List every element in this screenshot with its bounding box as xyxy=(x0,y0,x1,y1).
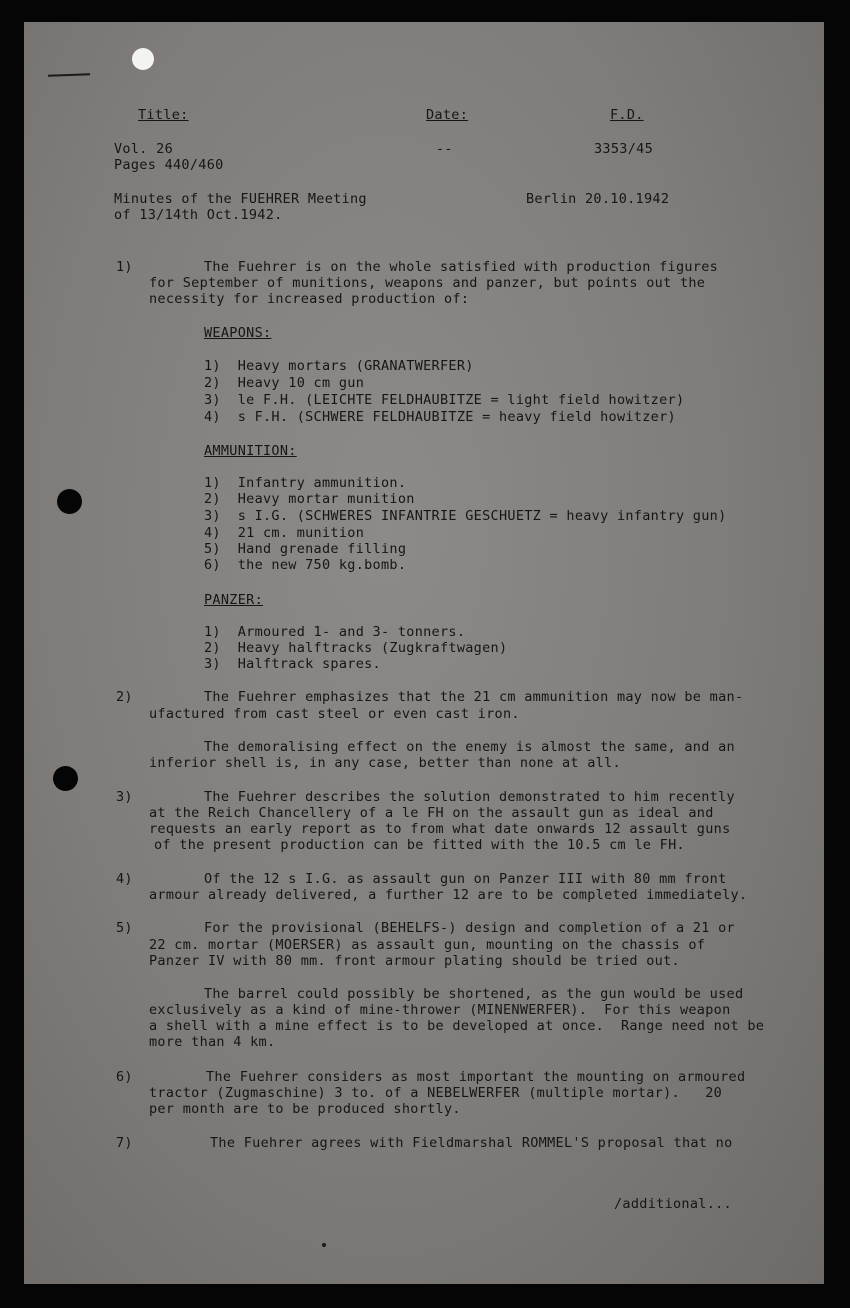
punch-hole-bottom xyxy=(53,766,78,791)
place-date: Berlin 20.10.1942 xyxy=(526,191,670,207)
panzer-item: 1) Armoured 1- and 3- tonners. xyxy=(204,624,466,640)
item-5-line: Panzer IV with 80 mm. front armour plating should be tried out. xyxy=(149,953,680,969)
item-6-line: The Fuehrer considers as most important the mounting on armoured xyxy=(206,1069,746,1085)
punch-hole-top xyxy=(57,489,82,514)
item-3-line: requests an early report as to from what date onwards 12 assault guns xyxy=(149,821,731,837)
weapons-item: 3) le F.H. (LEICHTE FELDHAUBITZE = light field howitzer) xyxy=(204,392,685,408)
item-2-line: inferior shell is, in any case, better than none at all. xyxy=(149,755,621,771)
item-6-line: per month are to be produced shortly. xyxy=(149,1101,461,1117)
item-4-number: 4) xyxy=(116,871,133,887)
item-3-line: at the Reich Chancellery of a le FH on the assault gun as ideal and xyxy=(149,805,714,821)
date-value: -- xyxy=(436,141,453,157)
white-spot xyxy=(132,48,154,70)
pages: Pages 440/460 xyxy=(114,157,224,173)
item-2-line: The Fuehrer emphasizes that the 21 cm ammunition may now be man- xyxy=(204,689,744,705)
item-1-line: necessity for increased production of: xyxy=(149,291,470,307)
item-5-line: more than 4 km. xyxy=(149,1034,276,1050)
item-6-number: 6) xyxy=(116,1069,133,1085)
ammunition-item: 4) 21 cm. munition xyxy=(204,525,365,541)
fd-label: F.D. xyxy=(610,107,644,123)
weapons-item: 4) s F.H. (SCHWERE FELDHAUBITZE = heavy field howitzer) xyxy=(204,409,676,425)
panzer-item: 3) Halftrack spares. xyxy=(204,656,381,672)
ammunition-item: 6) the new 750 kg.bomb. xyxy=(204,557,407,573)
panzer-heading: PANZER: xyxy=(204,592,263,608)
item-6-line: tractor (Zugmaschine) 3 to. of a NEBELWERFER (multiple mortar). 20 xyxy=(149,1085,723,1101)
item-3-line: of the present production can be fitted with the 10.5 cm le FH. xyxy=(154,837,685,853)
volume: Vol. 26 xyxy=(114,141,173,157)
item-5-number: 5) xyxy=(116,920,133,936)
item-5-line: For the provisional (BEHELFS-) design and completion of a 21 or xyxy=(204,920,735,936)
panzer-item: 2) Heavy halftracks (Zugkraftwagen) xyxy=(204,640,508,656)
minutes-title-line-1: Minutes of the FUEHRER Meeting xyxy=(114,191,367,207)
date-label: Date: xyxy=(426,107,469,123)
item-1-line: The Fuehrer is on the whole satisfied with production figures xyxy=(204,259,719,275)
item-5-line: exclusively as a kind of mine-thrower (MINENWERFER). For this weapon xyxy=(149,1002,731,1018)
ammunition-item: 3) s I.G. (SCHWERES INFANTRIE GESCHUETZ = heavy infantry gun) xyxy=(204,508,727,524)
item-4-line: Of the 12 s I.G. as assault gun on Panzer III with 80 mm front xyxy=(204,871,727,887)
dust-dot xyxy=(322,1243,326,1247)
ammunition-heading: AMMUNITION: xyxy=(204,443,297,459)
weapons-item: 1) Heavy mortars (GRANATWERFER) xyxy=(204,358,474,374)
continuation-note: /additional... xyxy=(614,1196,732,1212)
item-4-line: armour already delivered, a further 12 are to be completed immediately. xyxy=(149,887,748,903)
fd-value: 3353/45 xyxy=(594,141,653,157)
item-5-line: The barrel could possibly be shortened, as the gun would be used xyxy=(204,986,744,1002)
item-5-line: 22 cm. mortar (MOERSER) as assault gun, mounting on the chassis of xyxy=(149,937,706,953)
ammunition-item: 5) Hand grenade filling xyxy=(204,541,407,557)
pencil-mark xyxy=(48,73,90,76)
item-7-line: The Fuehrer agrees with Fieldmarshal ROMMEL'S proposal that no xyxy=(210,1135,733,1151)
weapons-heading: WEAPONS: xyxy=(204,325,272,341)
item-2-line: ufactured from cast steel or even cast iron. xyxy=(149,706,520,722)
title-label: Title: xyxy=(138,107,189,123)
item-1-line: for September of munitions, weapons and panzer, but points out the xyxy=(149,275,706,291)
ammunition-item: 1) Infantry ammunition. xyxy=(204,475,407,491)
item-1-number: 1) xyxy=(116,259,133,275)
ammunition-item: 2) Heavy mortar munition xyxy=(204,491,415,507)
item-3-line: The Fuehrer describes the solution demonstrated to him recently xyxy=(204,789,735,805)
document-page xyxy=(24,22,824,1284)
item-7-number: 7) xyxy=(116,1135,133,1151)
minutes-title-line-2: of 13/14th Oct.1942. xyxy=(114,207,283,223)
item-5-line: a shell with a mine effect is to be developed at once. Range need not be xyxy=(149,1018,765,1034)
item-2-line: The demoralising effect on the enemy is almost the same, and an xyxy=(204,739,735,755)
item-2-number: 2) xyxy=(116,689,133,705)
item-3-number: 3) xyxy=(116,789,133,805)
weapons-item: 2) Heavy 10 cm gun xyxy=(204,375,365,391)
